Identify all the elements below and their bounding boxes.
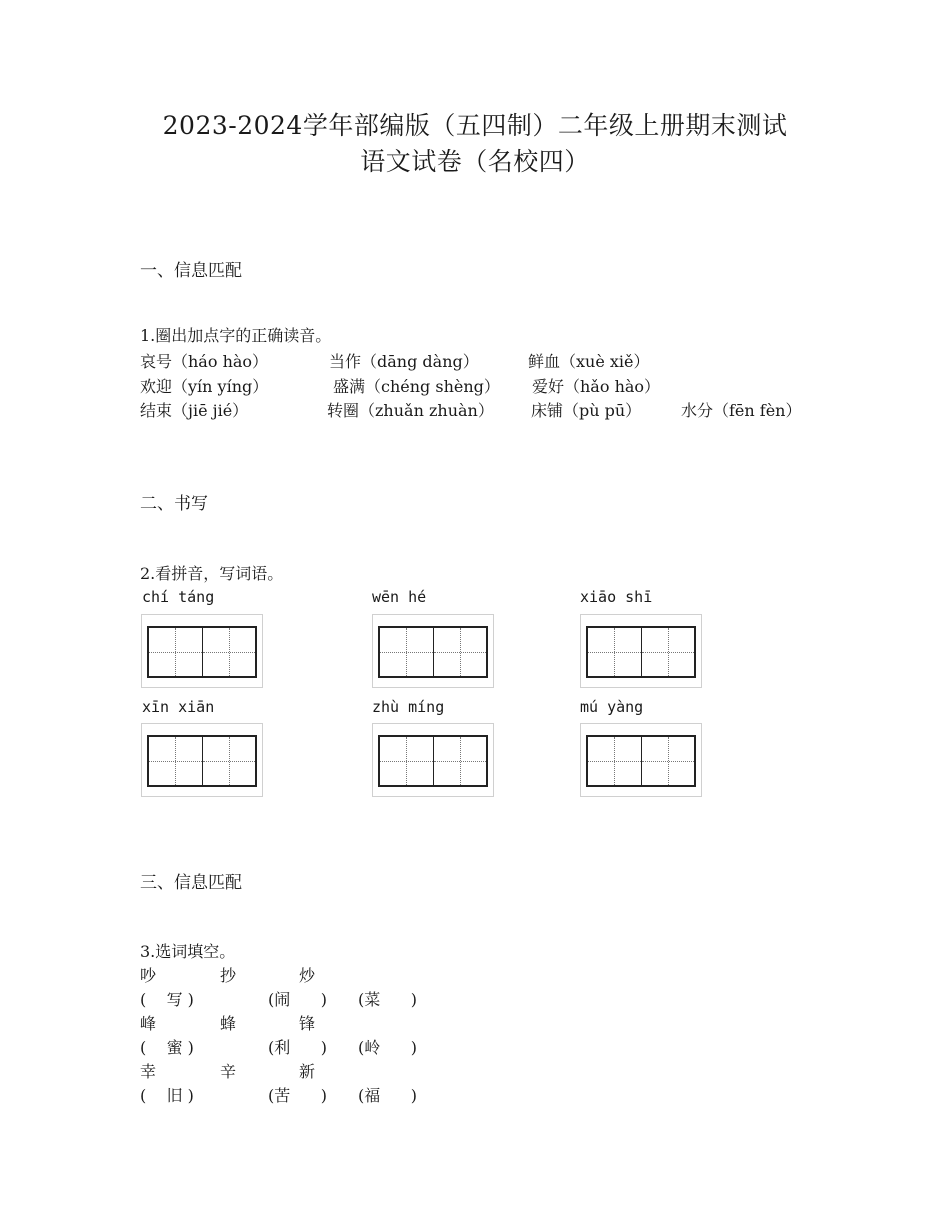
pinyin-label: xīn xiān <box>142 698 215 716</box>
q1-item: 盛满（chéng shèng） <box>333 377 500 396</box>
fill-blank[interactable]: (利 ) <box>268 1038 328 1057</box>
q1-item: 水分（fēn fèn） <box>681 401 802 420</box>
writing-cell[interactable] <box>203 628 256 676</box>
question-3: 3.选词填空。 <box>140 942 236 961</box>
choice-char: 吵 <box>140 966 157 985</box>
writing-cell[interactable] <box>380 737 434 785</box>
question-1: 1.圈出加点字的正确读音。 <box>140 326 332 345</box>
q1-item: 转圈（zhuǎn zhuàn） <box>327 401 494 420</box>
section-1-heading: 一、信息匹配 <box>140 261 242 281</box>
writing-cell[interactable] <box>588 628 642 676</box>
section-3-heading: 三、信息匹配 <box>140 873 242 893</box>
fill-blank[interactable]: ( 蜜 ) <box>140 1038 194 1057</box>
choice-char: 蜂 <box>220 1014 237 1033</box>
choice-char: 炒 <box>299 966 316 985</box>
writing-cell[interactable] <box>434 628 487 676</box>
choice-char: 抄 <box>220 966 237 985</box>
writing-cell[interactable] <box>203 737 256 785</box>
choice-char: 幸 <box>140 1062 157 1081</box>
pinyin-label: xiāo shī <box>580 588 653 606</box>
writing-cell[interactable] <box>434 737 487 785</box>
fill-blank[interactable]: ( 写 ) <box>140 990 194 1009</box>
fill-blank[interactable]: (闹 ) <box>268 990 328 1009</box>
choice-char: 新 <box>299 1062 316 1081</box>
section-2-heading: 二、书写 <box>140 494 208 514</box>
choice-char: 辛 <box>220 1062 237 1081</box>
q1-item: 结束（jiē jié） <box>140 401 249 420</box>
writing-cell[interactable] <box>149 628 203 676</box>
q1-item: 爱好（hǎo hào） <box>532 377 661 396</box>
fill-blank[interactable]: (福 ) <box>358 1086 418 1105</box>
q1-item: 欢迎（yín yíng） <box>140 377 269 396</box>
choice-char: 峰 <box>140 1014 157 1033</box>
q1-item: 床铺（pù pū） <box>531 401 642 420</box>
writing-cell[interactable] <box>642 737 695 785</box>
pinyin-label: zhù míng <box>372 698 445 716</box>
writing-grid[interactable] <box>580 723 702 797</box>
fill-blank[interactable]: ( 旧 ) <box>140 1086 194 1105</box>
q1-item: 鲜血（xuè xiě） <box>528 352 650 371</box>
fill-blank[interactable]: (苦 ) <box>268 1086 328 1105</box>
writing-cell[interactable] <box>380 628 434 676</box>
writing-grid[interactable] <box>372 723 494 797</box>
fill-blank[interactable]: (菜 ) <box>358 990 418 1009</box>
q1-item: 哀号（háo hào） <box>140 352 269 371</box>
writing-grid[interactable] <box>580 614 702 688</box>
question-2: 2.看拼音，写词语。 <box>140 564 284 583</box>
pinyin-label: chí táng <box>142 588 215 606</box>
writing-cell[interactable] <box>642 628 695 676</box>
q1-item: 当作（dāng dàng） <box>329 352 479 371</box>
writing-cell[interactable] <box>149 737 203 785</box>
page-title: 2023-2024学年部编版（五四制）二年级上册期末测试 <box>162 111 788 140</box>
fill-blank[interactable]: (岭 ) <box>358 1038 418 1057</box>
writing-cell[interactable] <box>588 737 642 785</box>
writing-grid[interactable] <box>141 723 263 797</box>
page-subtitle: 语文试卷（名校四） <box>360 147 590 176</box>
pinyin-label: mú yàng <box>580 698 644 716</box>
writing-grid[interactable] <box>141 614 263 688</box>
pinyin-label: wēn hé <box>372 588 427 606</box>
writing-grid[interactable] <box>372 614 494 688</box>
choice-char: 锋 <box>299 1014 316 1033</box>
